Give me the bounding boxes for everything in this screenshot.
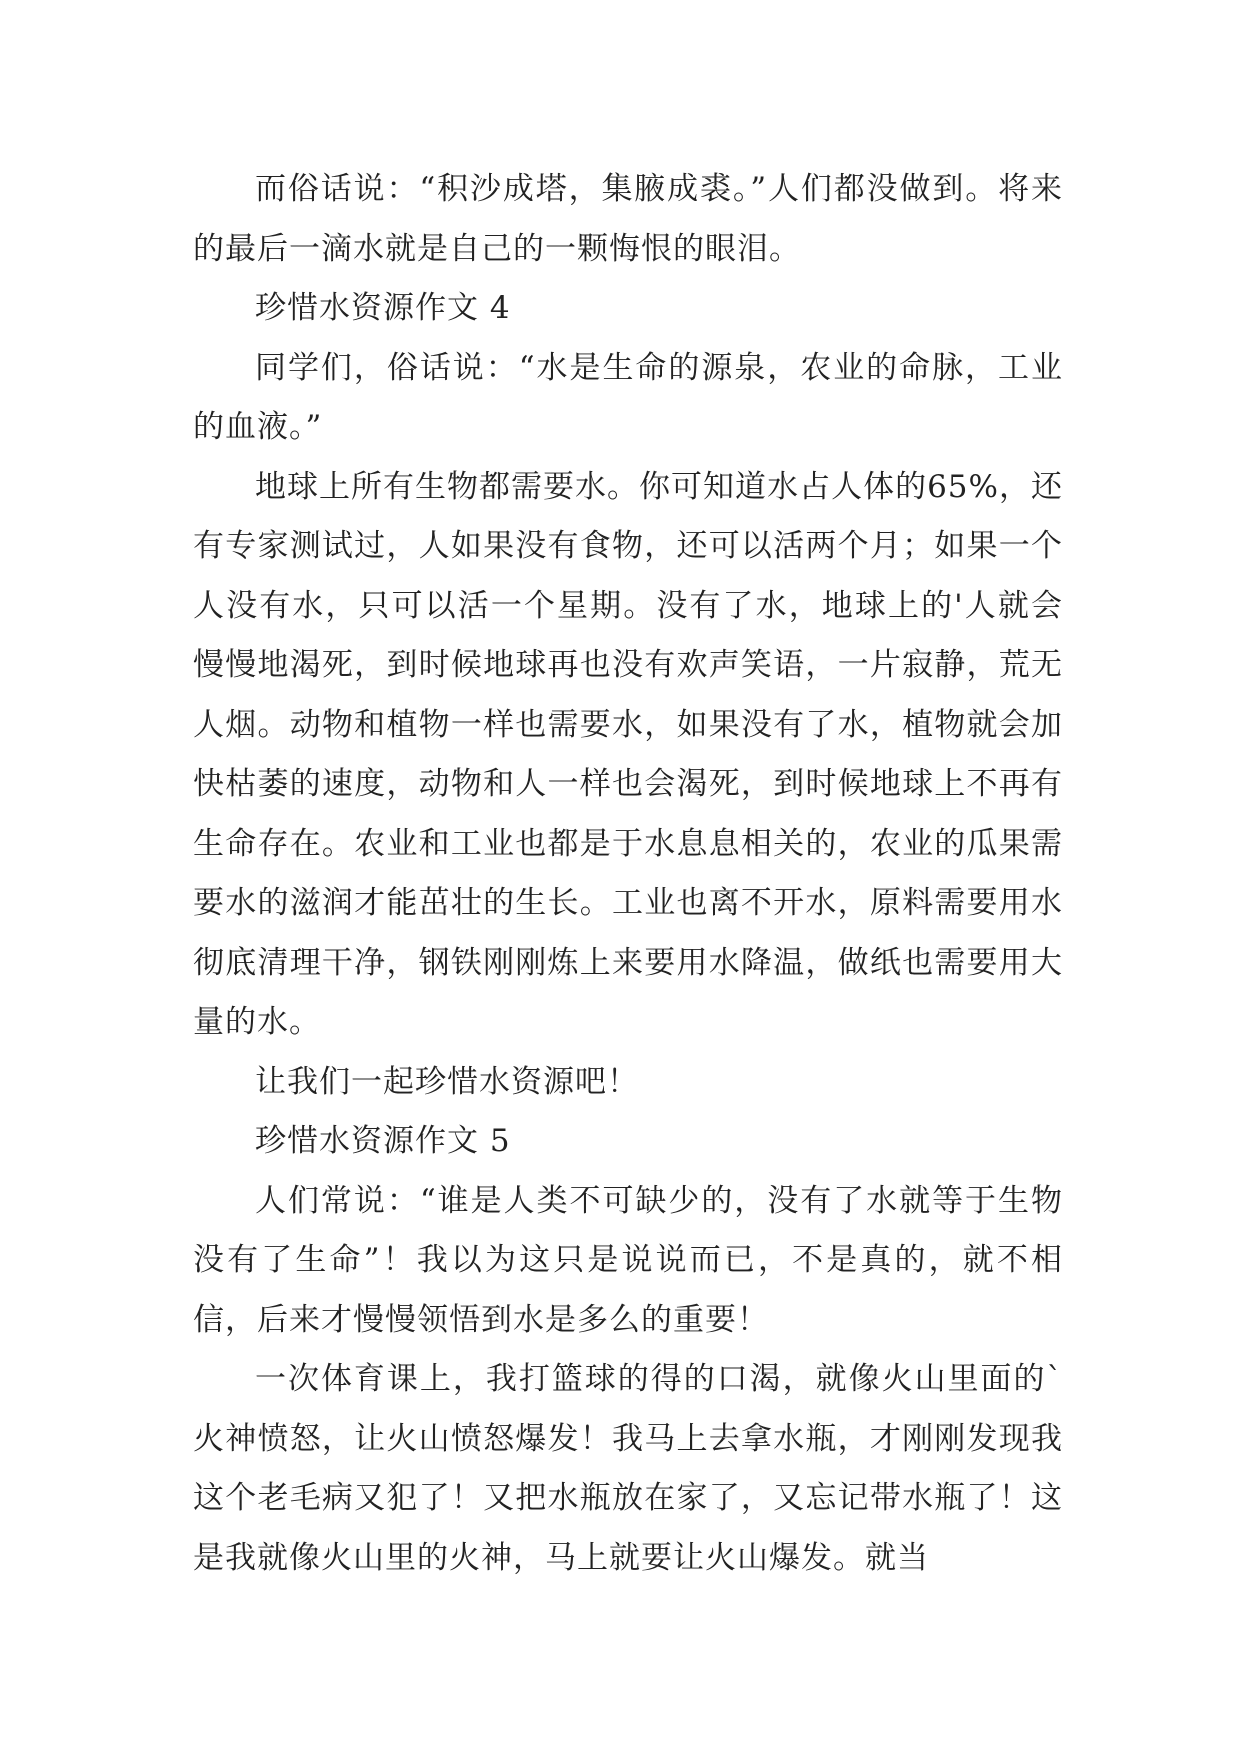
document-body <box>193 160 1063 1588</box>
paragraph: 人们常说：“谁是人类不可缺少的，没有了水就等于生物没有了生命”！我以为这只是说说而已，不是真的，就不相信，后来才慢慢领悟到水是多么的重要！ <box>193 1182 1063 1338</box>
section-heading: 珍惜水资源作文 5 <box>255 1123 511 1159</box>
paragraph: 让我们一起珍惜水资源吧！ <box>255 1063 639 1100</box>
paragraph: 同学们，俗话说：“水是生命的源泉，农业的命脉，工业的血液。” <box>193 349 1063 445</box>
paragraph: 而俗话说：“积沙成塔，集腋成裘。”人们都没做到。将来的最后一滴水就是自己的一颗悔恨的眼泪。 <box>193 171 1063 267</box>
paragraph: 一次体育课上，我打篮球的得的口渴，就像火山里面的`火神愤怒，让火山愤怒爆发！我马上去拿水瓶，才刚刚发现我这个老毛病又犯了！又把水瓶放在家了，又忘记带水瓶了！这是我就像火山里的火神，马上就要让火山爆发。就当 <box>193 1361 1063 1576</box>
section-heading: 珍惜水资源作文 4 <box>255 290 511 326</box>
paragraph: 地球上所有生物都需要水。你可知道水占人体的65%，还有专家测试过，人如果没有食物，还可以活两个月；如果一个人没有水，只可以活一个星期。没有了水，地球上的'人就会慢慢地渴死，到时候地球再也没有欢声笑语，一片寂静，荒无人烟。动物和植物一样也需要水，如果没有了水，植物就会加快枯萎的速度，动物和人一样也会渴死，到时候地球上不再有生命存在。农业和工业也都是于水息息相关的，农业的瓜果需要水的滋润才能茁壮的生长。工业也离不开水，原料需要用水彻底清理干净，钢铁刚刚炼上来要用水降温，做纸也需要用大量的水。 <box>193 468 1063 1040</box>
